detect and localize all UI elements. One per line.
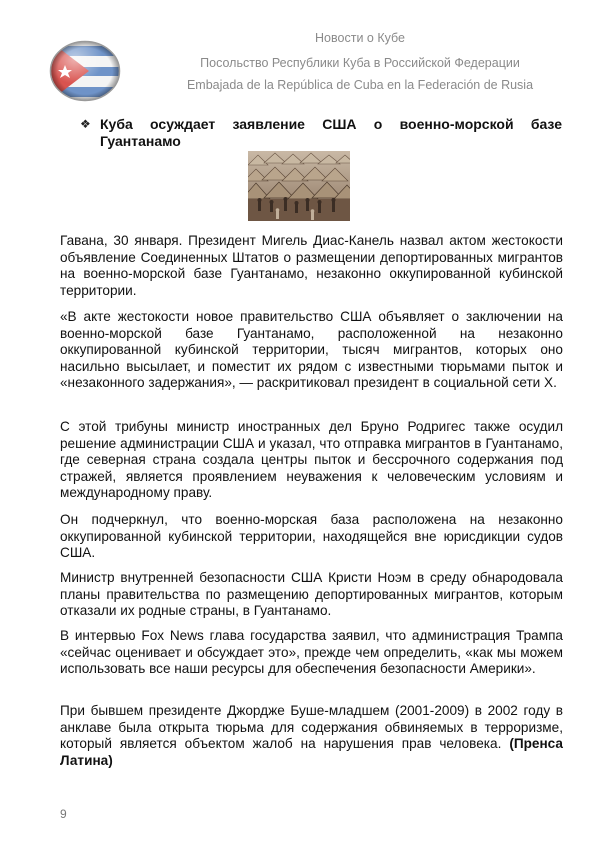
article-paragraph: «В акте жестокости новое правительство США объявляет о заключении на военно-морской базе Гуантанамо, расположенной на незаконно оккупированной кубинской территории, тысяч мигрантов, которых оно насильно высылает, и поместит их рядом с известными тюрьмами пыток и «незаконного задержания», — раскритиковал президент в социальной сети Х.: [60, 309, 563, 391]
article-paragraph: В интервью Fox News глава государства заявил, что администрация Трампа «сейчас оценивает и обсуждает это», прежде чем определить, «как мы можем использовать все наши ресурсы для обеспечения безопасности Америки».: [60, 628, 563, 677]
article-paragraph-text: При бывшем президенте Джордже Буше-младшем (2001-2009) в 2002 году в анклаве была открыта тюрьма для содержания обвиняемых в терроризме, который является объектом жалоб на нарушения прав человека.: [60, 703, 563, 752]
letterhead-embassy-ru: Посольство Республики Куба в Российской Федерации: [200, 56, 520, 70]
article-paragraph: Гавана, 30 января. Президент Мигель Диас-Канель назвал актом жестокости объявление Соединенных Штатов о размещении депортированных мигрантов на военно-морской базе Гуантанамо, незаконно оккупированной кубинской территории.: [60, 233, 563, 298]
cuba-flag-sphere-icon: [49, 40, 122, 102]
page-number: 9: [60, 807, 67, 821]
diamond-bullet-icon: ❖: [80, 117, 91, 131]
article-paragraph: Министр внутренней безопасности США Кристи Ноэм в среду обнародовала планы правительства по размещению депортированных мигрантов, которым отказали их родные страны, в Гуантанамо.: [60, 570, 563, 619]
article-paragraph-last: [60, 703, 563, 769]
camp-tents-photo: [248, 151, 350, 221]
letterhead-title: Новости о Кубе: [315, 31, 405, 45]
letterhead-embassy-es: Embajada de la República de Cuba en la Federación de Rusia: [186, 78, 534, 92]
source-credit: (Пренса Латина): [60, 736, 563, 768]
article-paragraph: С этой трибуны министр иностранных дел Бруно Родригес также осудил решение администрации США и указал, что отправка мигрантов в Гуантанамо, где северная страна создала центры пыток и бессрочного содержания под стражей, является проявлением неуважения к человеческим условиям и международному праву.: [60, 419, 563, 501]
article-paragraph: Он подчеркнул, что военно-морская база расположена на незаконно оккупированной кубинской территории, находящейся вне юрисдикции судов США.: [60, 512, 563, 561]
article-title: Куба осуждает заявление США о военно-морской базе Гуантанамо: [100, 116, 562, 149]
